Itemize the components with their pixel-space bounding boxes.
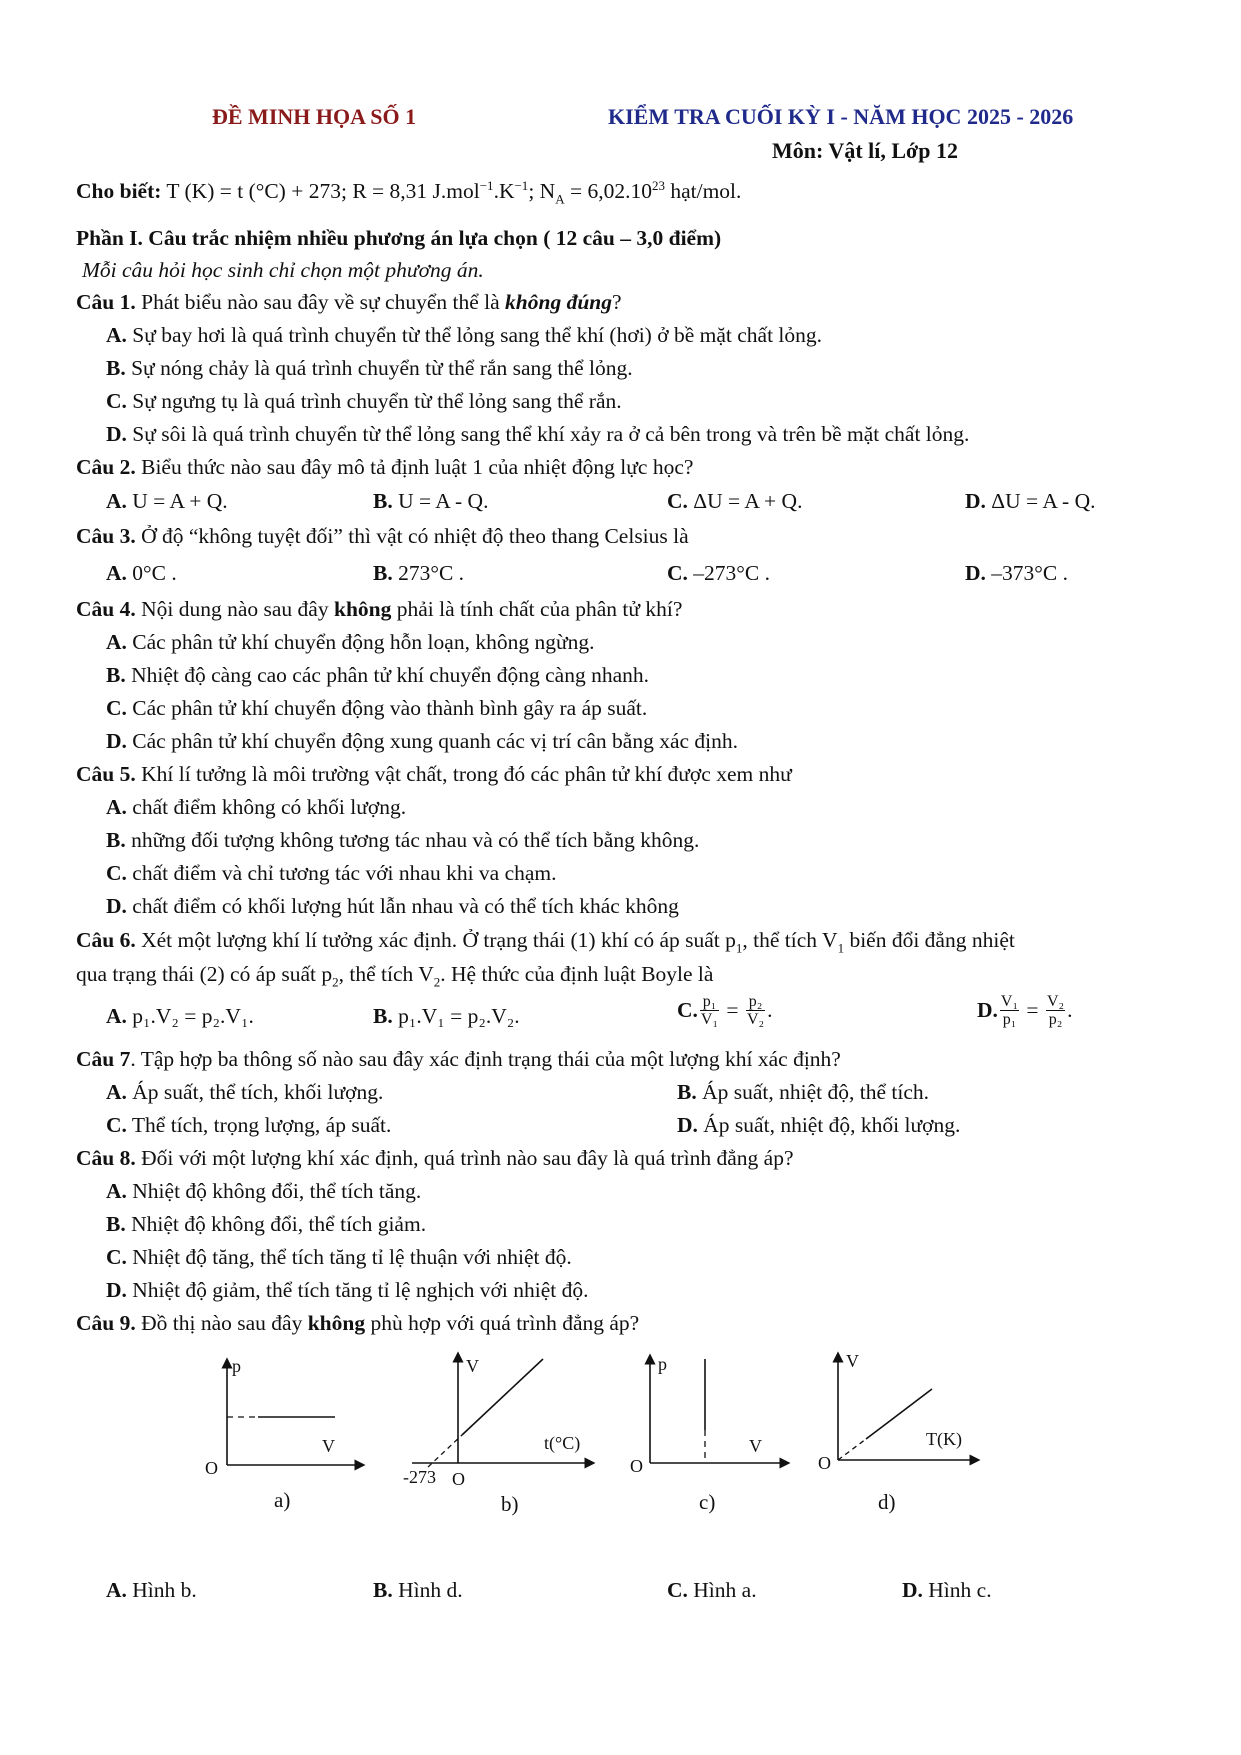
q9-option-d[interactable]: D. Hình c. <box>902 1578 992 1602</box>
graph-a-caption: a) <box>274 1488 291 1512</box>
graph-c-y-label: p <box>658 1354 667 1374</box>
q9-option-c[interactable]: C. Hình a. <box>667 1578 757 1602</box>
q8-option-c[interactable]: C. Nhiệt độ tăng, thể tích tăng tỉ lệ thuận với nhiệt độ. <box>106 1245 572 1269</box>
question-9: Câu 9. Đồ thị nào sau đây không phù hợp với quá trình đẳng áp? <box>76 1311 640 1335</box>
q1-option-a[interactable]: A. Sự bay hơi là quá trình chuyển từ thể lỏng sang thể khí (hơi) ở bề mặt chất lỏng. <box>106 323 823 347</box>
graph-d-curve <box>866 1389 932 1439</box>
q9-graphs <box>0 1345 1241 1545</box>
q1-option-c[interactable]: C. Sự ngưng tụ là quá trình chuyển từ thể lỏng sang thể rắn. <box>106 389 622 413</box>
graph-b-dashed-extension <box>428 1435 462 1467</box>
graph-b-neg-label: -273 <box>403 1467 436 1487</box>
q2-option-d[interactable]: D. ΔU = A - Q. <box>965 489 1096 513</box>
fraction: $\frac{\text{V₂}}{\text{p₂}}$ <box>1046 993 1065 1028</box>
q3-option-b[interactable]: B. 273°C . <box>373 561 465 585</box>
q6-option-a[interactable]: A. p₁.V₂ = p₂.V₁. <box>106 1004 254 1028</box>
q4-option-c[interactable]: C. Các phân tử khí chuyển động vào thành bình gây ra áp suất. <box>106 696 648 720</box>
graph-b-caption: b) <box>501 1492 519 1516</box>
graph-b-x-label: t(°C) <box>544 1433 581 1453</box>
q8-option-d[interactable]: D. Nhiệt độ giảm, thể tích tăng tỉ lệ nghịch với nhiệt độ. <box>106 1278 589 1302</box>
q2-option-b[interactable]: B. U = A - Q. <box>373 489 489 513</box>
q5-option-d[interactable]: D. chất điểm có khối lượng hút lẫn nhau và có thể tích khác không <box>106 894 679 918</box>
given-constants: Cho biết: T (K) = t (°C) + 273; R = 8,31 $J.mol^{-1}.K^{-1}$; $N_A = 6,02.10^{23}$ hạt/mol. <box>76 178 742 207</box>
q3-option-c[interactable]: C. –273°C . <box>667 561 770 585</box>
graph-c-x-label: V <box>749 1436 762 1456</box>
fraction: $\frac{\text{p₁}}{\text{V₁}}$ <box>700 993 719 1028</box>
fraction: $\frac{\text{p₂}}{\text{V₂}}$ <box>746 993 765 1028</box>
exam-title: KIỂM TRA CUỐI KỲ I - NĂM HỌC 2025 - 2026 <box>608 104 1074 129</box>
graph-b-y-label: V <box>466 1356 479 1376</box>
graph-d-x-label: T(K) <box>926 1429 962 1449</box>
question-2: Câu 2. Biểu thức nào sau đây mô tả định luật 1 của nhiệt động lực học? <box>76 455 694 479</box>
q6-option-c[interactable]: C. $\frac{\text{p₁}}{\text{V₁}}$ = $\frac{\text{p₂}}{\text{V₂}}$ . <box>677 993 773 1028</box>
graph-b-origin: O <box>452 1469 465 1489</box>
q7-option-d[interactable]: D. Áp suất, nhiệt độ, khối lượng. <box>677 1113 961 1137</box>
question-8: Câu 8. Đối với một lượng khí xác định, quá trình nào sau đây là quá trình đẳng áp? <box>76 1146 794 1170</box>
graph-d <box>818 1351 975 1473</box>
q5-option-a[interactable]: A. chất điểm không có khối lượng. <box>106 795 407 819</box>
graph-a-x-label: V <box>322 1436 335 1456</box>
part1-title: Phần I. Câu trắc nhiệm nhiều phương án lựa chọn ( 12 câu – 3,0 điểm) <box>76 226 722 250</box>
graph-c <box>630 1354 785 1476</box>
question-5: Câu 5. Khí lí tưởng là môi trường vật chất, trong đó các phân tử khí được xem như <box>76 762 792 786</box>
graph-d-y-label: V <box>846 1351 859 1371</box>
q3-option-d[interactable]: D. –373°C . <box>965 561 1068 585</box>
fraction: $\frac{\text{V₁}}{\text{p₁}}$ <box>1000 993 1019 1028</box>
q9-option-a[interactable]: A. Hình b. <box>106 1578 197 1602</box>
subject-line: Môn: Vật lí, Lớp 12 <box>772 138 958 163</box>
graph-c-caption: c) <box>699 1490 716 1514</box>
q7-option-b[interactable]: B. Áp suất, nhiệt độ, thể tích. <box>677 1080 929 1104</box>
q8-option-b[interactable]: B. Nhiệt độ không đổi, thể tích giảm. <box>106 1212 427 1236</box>
q5-option-b[interactable]: B. những đối tượng không tương tác nhau và có thể tích bằng không. <box>106 828 700 852</box>
graph-c-origin: O <box>630 1456 643 1476</box>
q9-option-b[interactable]: B. Hình d. <box>373 1578 463 1602</box>
question-6: Câu 6. Xét một lượng khí lí tưởng xác định. Ở trạng thái (1) khí có áp suất $p_1$, thể tích $V_1$ biến đổi đẳng nhiệt <box>76 928 1015 956</box>
graph-a <box>205 1356 360 1478</box>
question-7: Câu 7. Tập hợp ba thông số nào sau đây xác định trạng thái của một lượng khí xác định? <box>76 1047 841 1071</box>
exam-code-title: ĐỀ MINH HỌA SỐ 1 <box>212 104 417 129</box>
q4-option-a[interactable]: A. Các phân tử khí chuyển động hỗn loạn, không ngừng. <box>106 630 595 654</box>
q6-option-b[interactable]: B. p₁.V₁ = p₂.V₂. <box>373 1004 520 1028</box>
q4-option-d[interactable]: D. Các phân tử khí chuyển động xung quanh các vị trí cân bằng xác định. <box>106 729 738 753</box>
graph-d-dashed-extension <box>838 1439 866 1460</box>
question-4: Câu 4. Nội dung nào sau đây không phải là tính chất của phân tử khí? <box>76 597 683 621</box>
graph-b <box>403 1356 590 1489</box>
q8-option-a[interactable]: A. Nhiệt độ không đổi, thể tích tăng. <box>106 1179 422 1203</box>
question-3: Câu 3. Ở độ “không tuyệt đối” thì vật có nhiệt độ theo thang Celsius là <box>76 524 689 548</box>
q1-option-b[interactable]: B. Sự nóng chảy là quá trình chuyển từ thể rắn sang thể lỏng. <box>106 356 633 380</box>
q6-option-d[interactable]: D. $\frac{\text{V₁}}{\text{p₁}}$ = $\frac{\text{V₂}}{\text{p₂}}$ . <box>977 993 1073 1028</box>
question-1: Câu 1. Phát biểu nào sau đây về sự chuyển thể là không đúng? <box>76 290 622 314</box>
q5-option-c[interactable]: C. chất điểm và chỉ tương tác với nhau khi va chạm. <box>106 861 557 885</box>
graph-a-y-label: p <box>232 1356 241 1376</box>
part1-instruction: Mỗi câu hỏi học sinh chỉ chọn một phương án. <box>82 258 484 282</box>
q1-option-d[interactable]: D. Sự sôi là quá trình chuyển từ thể lỏng sang thể khí xảy ra ở cả bên trong và trên bề mặt chất lỏng. <box>106 422 970 446</box>
q2-option-c[interactable]: C. ΔU = A + Q. <box>667 489 803 513</box>
q7-option-a[interactable]: A. Áp suất, thể tích, khối lượng. <box>106 1080 384 1104</box>
q3-option-a[interactable]: A. 0°C . <box>106 561 177 585</box>
q7-option-c[interactable]: C. Thể tích, trọng lượng, áp suất. <box>106 1113 392 1137</box>
graph-a-origin: O <box>205 1458 218 1478</box>
q4-option-b[interactable]: B. Nhiệt độ càng cao các phân tử khí chuyển động càng nhanh. <box>106 663 650 687</box>
graph-d-caption: d) <box>878 1490 896 1514</box>
q2-option-a[interactable]: A. U = A + Q. <box>106 489 228 513</box>
question-6-line2: qua trạng thái (2) có áp suất $p_2$, thể tích $V_2$. Hệ thức của định luật Boyle là <box>76 962 714 990</box>
graph-d-origin: O <box>818 1453 831 1473</box>
